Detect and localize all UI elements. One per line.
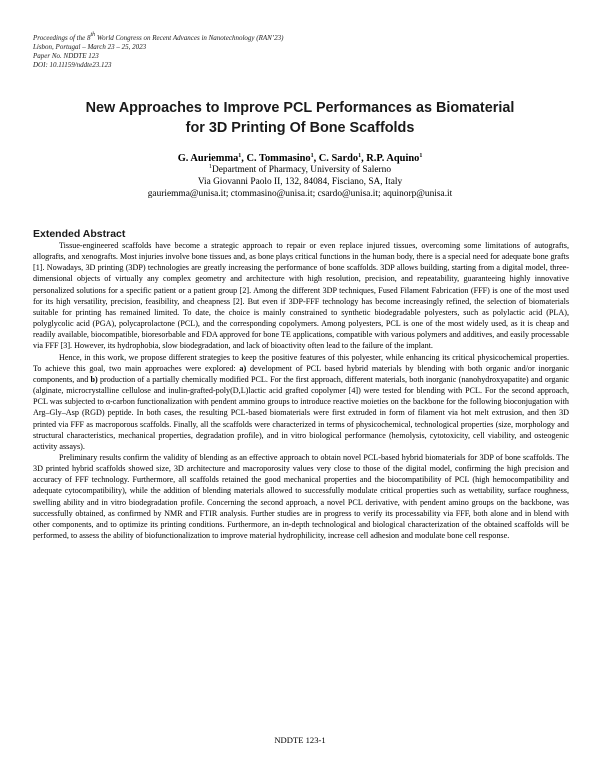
paragraph-text-segment: Preliminary results confirm the validity of blending as an effective approach to obtain novel PCL-based hybrid biomaterials for 3DP of bone scaffolds. The 3D printed hybrid scaffolds showed size, 3D architecture and macroporosity values very close to those of the digital model, confirming the high precision and accuracy of FFF technology. Furthermore, all scaffolds retained the good mechanical properties and the biocompatibility of PCL (high hemocompatibility and adequate cytocompatibility), while the addition of blending materials allowed to successfully modulate critical properties such as wettability, surface roughness, swelling ability and in vitro biodegradation profile. Concerning the second approach, a novel PCL derivative, with pendent amino groups on the backbone, was successfully obtained, as confirmed by NMR and FTIR analysis. Further studies are in progress to verify its processability via FFF, both alone and in blend with other components, and to optimize its printing conditions. Furthermore, an in-depth technological and biological characterization of the obtained scaffolds will be performed, to assess the ability of biofunctionalization to improve material hydrophilicity, increase cell adhesion and modulate bone cell response. [33,452,569,541]
proceedings-header [33,34,283,70]
affiliation-address: Via Giovanni Paolo II, 132, 84084, Fisciano, SA, Italy [197,177,403,187]
page-footer: NDDTE 123-1 [274,735,326,745]
author-name: G. Auriemma [177,153,239,164]
author [366,153,422,164]
author-name: C. Sardo [318,153,359,164]
section-heading: Extended Abstract [33,228,126,240]
abstract-paragraph [33,452,569,541]
author-affiliation-sup: 1 [310,153,314,159]
author [319,153,366,164]
author-affiliation-sup: 1 [238,153,242,159]
abstract-paragraph [33,352,569,452]
author [247,153,319,164]
title-line-2: for 3D Printing Of Bone Scaffolds [185,120,415,136]
paragraph-text-segment: development of PCL based hybrid materials by blending with both organic and/or inorganic components, and [33,363,570,384]
paragraph-bold-segment: a) [239,363,247,373]
author-separator: , [361,153,367,164]
header-line1-pre: Proceedings of the 8 [33,34,91,42]
header-conference-line [33,34,283,43]
affiliation-sup: 1 [208,164,212,170]
paragraph-text-segment: Tissue-engineered scaffolds have become a strategic approach to repair or even replace injured tissues, overcoming some limitations of autografts, allografts, and xenografts. Most injuries involve bone tissues and, as bone plays critical functions in the human body, there is a special need for adequate bone grafts [1]. Nowadays, 3D printing (3DP) technologies are greatly increasing the performance of bone scaffolds. 3DP allows building, starting from a digital model, three-dimensional objects of virtually any complex geometry and architecture with high resolution, precision, and repeatability, guaranteeing highly innovative personalized solutions for a specific patient or a patient group [2]. Among the different 3DP techniques, Fused Filament Fabrication (FFF) is one of the most used for its high versatility, precision, feasibility, and cheapness [2]. But even if 3DP-FFF technology has become increasingly refined, the selection of biomaterials suitable for printing has remained limited. To date, the choice is mainly constrained to synthetic biodegradable polyesters, such as polylactic acid (PLA), polyglycolic acid (PGA), polycaprolactone (PCL), and the corresponding copolymers. Among polyesters, PCL is one of the most widely used, as it is cheap and readily available, biocompatible, bioresorbable and FDA approved for bone TE applications, compatible with various polymers and additives, and easily processable via FFF [3]. However, its hydrophobia, slow biodegradation, and lack of bioactivity often lead to the failure of the implant. [33,241,569,351]
author-name: R.P. Aquino [366,153,420,164]
author-name: C. Tommasino [246,153,311,164]
author-emails: gauriemma@unisa.it; ctommasino@unisa.it; csardo@unisa.it; aquinorp@unisa.it [147,189,453,199]
affiliation-department: Department of Pharmacy, University of Salerno [211,165,392,175]
title-line-1: New Approaches to Improve PCL Performances as Biomaterial [85,100,515,116]
author-separator: , [313,153,319,164]
abstract-body [33,240,569,541]
paper-title [0,98,600,138]
affiliation-department-line [0,164,600,176]
header-doi: DOI: 10.11159/nddte23.123 [33,61,112,69]
paragraph-text-segment: Hence, in this work, we propose different strategies to keep the positive features of this polyester, while enhancing its critical physicochemical properties. To achieve this goal, two main approaches were explored: [33,352,569,373]
author-separator: , [241,153,247,164]
header-line1-sup: th [90,32,96,38]
author-affiliation-sup: 1 [358,153,362,159]
abstract-paragraph [33,240,569,352]
header-line1-post: World Congress on Recent Advances in Nanotechnology (RAN’23) [95,34,284,42]
author [178,153,247,164]
author-affiliation-sup: 1 [419,153,423,159]
header-paper-number: Paper No. NDDTE 123 [33,52,99,60]
paragraph-bold-segment: b) [90,374,98,384]
header-location-line: Lisbon, Portugal – March 23 – 25, 2023 [33,43,147,51]
paragraph-text-segment: production of a partially chemically modified PCL. For the first approach, different materials, both inorganic (nanohydroxyapatite) and organic (alginate, microcrystalline cellulose and inulin-grafted-poly(D,L)lactic acid grafted copolymer [4]) were tested for blending with PCL. For the second approach, PCL was subjected to α-carbon functionalization with pendent ammino groups to introduce reactive moieties on the backbone for the following bioconjugation with Arg–Gly–Asp (RGD) peptide. In both cases, the resulting PCL-based biomaterials were first extruded in form of filament via hot melt extrusion, and then 3D printed via FFF as macroporous scaffolds. Finally, all the scaffolds were characterized in terms of physicochemical, technological properties (size, morphology and structural characteristics, mechanical properties, degradation profile), and in vitro biological performance (hemolysis, cytotoxicity, cell viability, and osteogenic activity assays). [33,374,569,451]
affiliation-block [0,164,600,200]
